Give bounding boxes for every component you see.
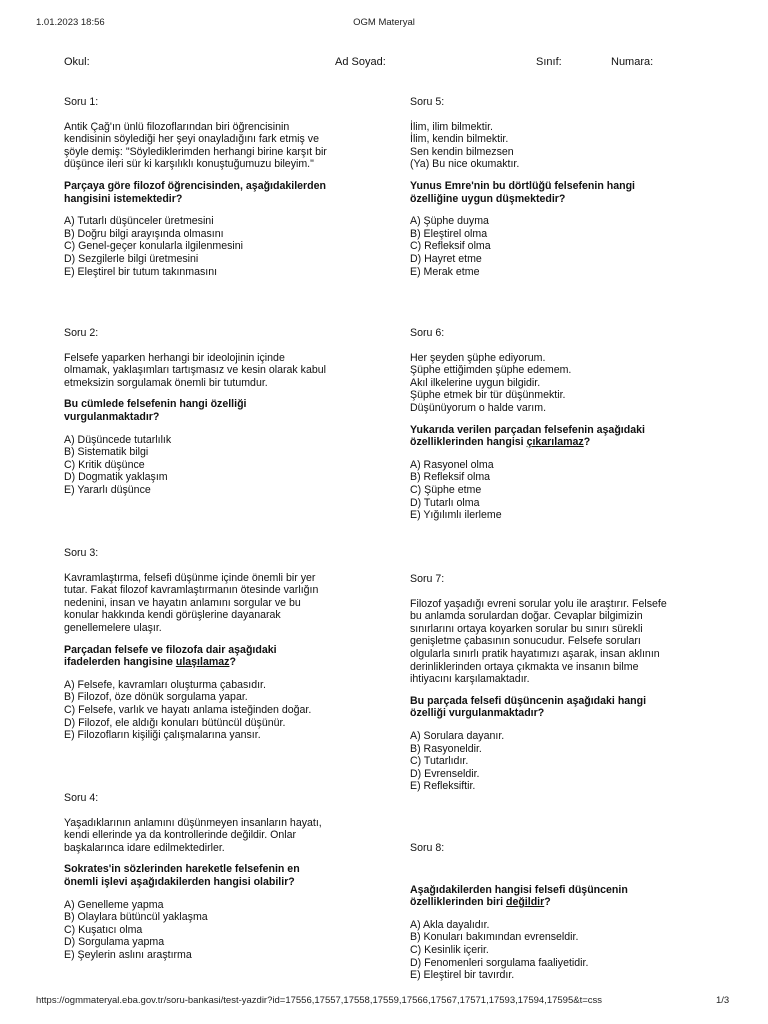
answer-option[interactable]: B) Rasyoneldir. xyxy=(410,742,482,755)
stem-text: Bu cümlede felsefenin hangi özelliği vurgulanmaktadır? xyxy=(64,398,247,423)
stem-text: Parçaya göre filozof öğrencisinden, aşağıdakilerden hangisini istemektedir? xyxy=(64,179,326,205)
school-label: Okul: xyxy=(64,56,90,68)
question-number: Soru 5: xyxy=(410,96,445,108)
passage-text: Yaşadıklarının anlamını düşünmeyen insanların hayatı, kendi ellerinde ya da kontrollerinde değildir. Onlar başkalarınca idare edilmektedirler. xyxy=(64,816,322,854)
question-passage xyxy=(64,817,354,855)
print-title: OGM Materyal xyxy=(353,17,415,28)
answer-option[interactable]: D) Fenomenleri sorgulama faaliyetidir. xyxy=(410,956,589,969)
answer-option[interactable]: E) Eleştirel bir tutum takınmasını xyxy=(64,265,218,278)
question-passage xyxy=(410,352,700,415)
stem-text: Yukarıda verilen parçadan felsefenin aşağıdaki özelliklerinden hangisi xyxy=(410,423,645,449)
question-number: Soru 3: xyxy=(64,547,99,559)
answer-option[interactable]: D) Evrenseldir. xyxy=(410,767,480,780)
question-2 xyxy=(64,327,354,497)
answer-option[interactable]: D) Tutarlı olma xyxy=(410,496,480,509)
question-stem xyxy=(64,644,354,669)
page-number: 1/3 xyxy=(716,995,730,1006)
question-number: Soru 1: xyxy=(64,96,99,108)
answer-options xyxy=(410,459,700,522)
question-number: Soru 7: xyxy=(410,573,445,585)
answer-option[interactable]: E) Yararlı düşünce xyxy=(64,483,151,496)
passage-text: Filozof yaşadığı evreni sorular yolu ile araştırır. Felsefe bu anlamda sorulardan doğar. Cevaplar bilgimizin sınırlarını ortaya koyarken sorular bu sınırı sürekli genişletme çabasının sonucudur. Felsefe soruları olgularla sınırlı pratik hayatımızı aşarak, insan aklının derinliklerinden ortaya çıkmakta ve insanın bilme ihtiyacını karşılamaktadır. xyxy=(410,597,667,686)
question-number: Soru 2: xyxy=(64,327,99,339)
question-passage xyxy=(410,121,700,171)
answer-option[interactable]: D) Dogmatik yaklaşım xyxy=(64,471,168,484)
stem-end: ? xyxy=(229,656,236,669)
answer-option[interactable]: D) Sezgilerle bilgi üretmesini xyxy=(64,252,199,265)
answer-option[interactable]: C) Kritik düşünce xyxy=(64,458,145,471)
question-stem xyxy=(410,695,700,720)
answer-options xyxy=(64,679,354,742)
stem-text: Aşağıdakilerden hangisi felsefi düşüncenin özelliklerinden biri xyxy=(410,883,628,909)
answer-options xyxy=(410,215,700,278)
question-stem xyxy=(410,884,700,909)
question-number: Soru 4: xyxy=(64,792,99,804)
answer-options xyxy=(410,919,700,982)
answer-option[interactable]: A) Rasyonel olma xyxy=(410,458,494,471)
question-stem xyxy=(410,180,700,205)
question-1 xyxy=(64,96,354,278)
stem-text: Yunus Emre'nin bu dörtlüğü felsefenin hangi özelliğine uygun düşmektedir? xyxy=(410,179,635,205)
stem-text: Sokrates'in sözlerinden hareketle felsefenin en önemli işlevi aşağıdakilerden hangisi olabilir? xyxy=(64,863,300,888)
stem-text: Bu parçada felsefi düşüncenin aşağıdaki hangi özelliği vurgulanmaktadır? xyxy=(410,694,647,720)
passage-text: Felsefe yaparken herhangi bir ideolojinin içinde olmamak, yaklaşımları tartışmasız ve kesin olarak kabul etmeksizin sorgulamak önemli bir tutumdur. xyxy=(64,351,326,389)
answer-option[interactable]: E) Refleksiftir. xyxy=(410,780,476,793)
answer-option[interactable]: B) Refleksif olma xyxy=(410,471,491,484)
number-label: Numara: xyxy=(611,56,654,68)
question-8 xyxy=(410,842,700,982)
question-passage xyxy=(64,352,354,390)
question-passage xyxy=(410,598,700,686)
answer-option[interactable]: A) Tutarlı düşünceler üretmesini xyxy=(64,215,214,228)
question-4 xyxy=(64,792,354,962)
answer-option[interactable]: A) Şüphe duyma xyxy=(410,215,489,228)
stem-end: ? xyxy=(544,896,551,909)
answer-option[interactable]: E) Merak etme xyxy=(410,265,480,278)
answer-options xyxy=(64,215,354,278)
stem-emphasis: değildir xyxy=(505,896,545,909)
passage-text: Kavramlaştırma, felsefi düşünme içinde önemli bir yer tutar. Fakat filozof kavramlaştırmanın ötesinde varlığın nedenini, insan ve hayatın anlamını sorgular ve bu konular hakkında kendi görüşlerine dayanarak genellemelere ulaşır. xyxy=(64,571,319,634)
answer-option[interactable]: E) Yığılımlı ilerleme xyxy=(410,509,502,522)
answer-options xyxy=(64,899,354,962)
class-label: Sınıf: xyxy=(536,56,562,68)
question-stem xyxy=(64,180,354,205)
question-7 xyxy=(410,573,700,793)
answer-option[interactable]: C) Kuşatıcı olma xyxy=(64,923,143,936)
answer-option[interactable]: C) Felsefe, varlık ve hayatı anlama isteğinden doğar. xyxy=(64,703,312,716)
question-stem xyxy=(410,424,700,449)
answer-option[interactable]: B) Eleştirel olma xyxy=(410,227,488,240)
question-number: Soru 6: xyxy=(410,327,445,339)
stem-emphasis: ulaşılamaz xyxy=(175,656,230,669)
answer-option[interactable]: E) Eleştirel bir tavırdır. xyxy=(410,969,515,982)
answer-option[interactable]: A) Akla dayalıdır. xyxy=(410,918,490,931)
stem-emphasis: çıkarılamaz xyxy=(526,436,584,449)
answer-option[interactable]: A) Sorulara dayanır. xyxy=(410,729,505,742)
answer-option[interactable]: E) Şeylerin aslını araştırma xyxy=(64,948,192,961)
answer-option[interactable]: B) Konuları bakımından evrenseldir. xyxy=(410,931,579,944)
answer-option[interactable]: A) Düşüncede tutarlılık xyxy=(64,433,172,446)
passage-text: Antik Çağ'ın ünlü filozoflarından biri öğrencisinin kendisinin söylediği her şeyi onayladığını fark etmiş ve şöyle demiş: "Söylediklerimden herhangi birine karşıt bir düşünce ileri sür ki karşılıklı konuştuğumuzu bileyim." xyxy=(64,120,327,171)
answer-option[interactable]: A) Felsefe, kavramları oluşturma çabasıdır. xyxy=(64,678,266,691)
answer-option[interactable]: C) Refleksif olma xyxy=(410,240,491,253)
answer-option[interactable]: D) Filozof, ele aldığı konuları bütüncül düşünür. xyxy=(64,716,286,729)
answer-option[interactable]: B) Doğru bilgi arayışında olmasını xyxy=(64,227,224,240)
question-5 xyxy=(410,96,700,278)
print-datetime: 1.01.2023 18:56 xyxy=(36,17,105,28)
stem-end: ? xyxy=(583,436,591,449)
answer-options xyxy=(410,730,700,793)
answer-option[interactable]: D) Hayret etme xyxy=(410,252,482,265)
answer-option[interactable]: C) Kesinlik içerir. xyxy=(410,943,489,956)
answer-option[interactable]: C) Tutarlıdır. xyxy=(410,755,469,768)
answer-option[interactable]: B) Olaylara bütüncül yaklaşma xyxy=(64,911,208,924)
question-stem xyxy=(64,863,354,888)
answer-options xyxy=(64,434,354,497)
passage-text: İlim, ilim bilmektir. İlim, kendin bilmektir. Sen kendin bilmezsen (Ya) Bu nice okumaktır. xyxy=(410,120,520,171)
passage-text: Her şeyden şüphe ediyorum. Şüphe ettiğimden şüphe edemem. Akıl ilkelerine uygun bilgidir. Şüphe etmek bir tür düşünmektir. Düşünüyorum o halde varım. xyxy=(410,351,572,414)
answer-option[interactable]: B) Sistematik bilgi xyxy=(64,446,149,459)
name-label: Ad Soyad: xyxy=(335,56,386,68)
answer-option[interactable]: C) Genel-geçer konularla ilgilenmesini xyxy=(64,240,243,253)
answer-option[interactable]: A) Genelleme yapma xyxy=(64,898,164,911)
question-6 xyxy=(410,327,700,522)
question-number: Soru 8: xyxy=(410,842,445,854)
stem-text: Parçadan felsefe ve filozofa dair aşağıdaki ifadelerden hangisine xyxy=(64,643,277,669)
answer-option[interactable]: D) Sorgulama yapma xyxy=(64,936,165,949)
question-3 xyxy=(64,547,354,742)
question-passage xyxy=(64,121,354,171)
question-passage xyxy=(64,572,354,635)
answer-option[interactable]: E) Filozofların kişiliği çalışmalarına yansır. xyxy=(64,729,261,742)
answer-option[interactable]: B) Filozof, öze dönük sorgulama yapar. xyxy=(64,691,248,704)
question-stem xyxy=(64,398,354,423)
source-url: https://ogmmateryal.eba.gov.tr/soru-bankasi/test-yazdir?id=17556,17557,17558,17559,17566,17567,17571,17593,17594,17595&t=css xyxy=(36,995,603,1006)
answer-option[interactable]: C) Şüphe etme xyxy=(410,483,482,496)
